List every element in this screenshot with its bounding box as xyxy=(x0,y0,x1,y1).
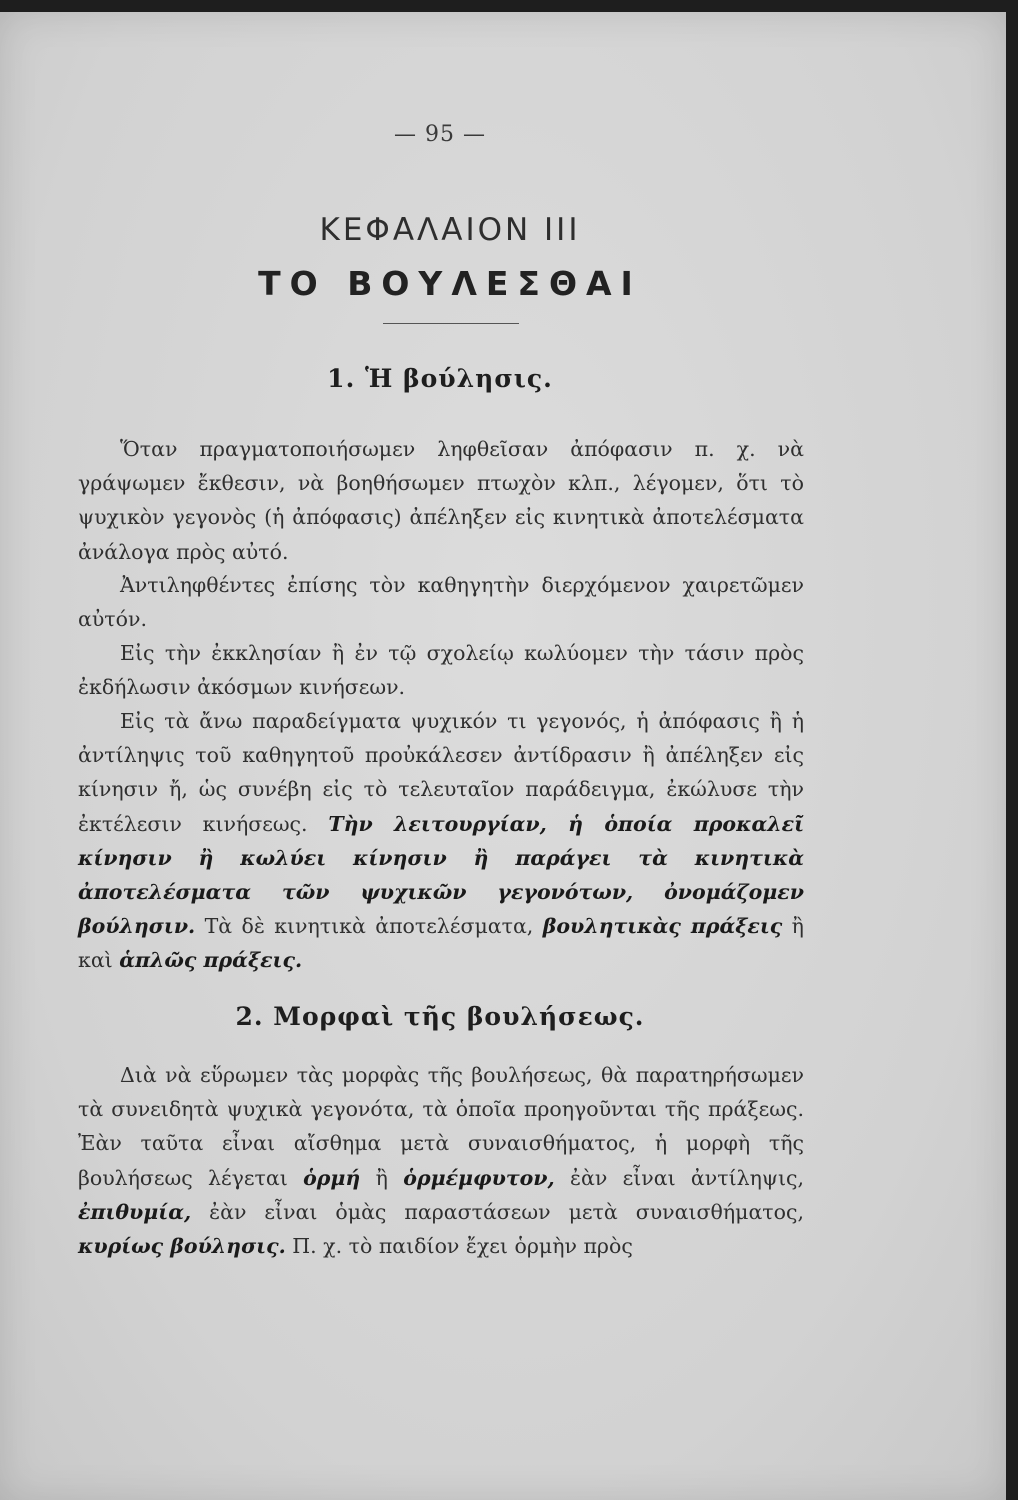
paragraph-5-text-e: ἐὰν εἶναι ἀντίληψις, xyxy=(569,1165,804,1190)
paragraph-4-text-e: ἢ καὶ xyxy=(78,914,804,973)
term-volitional-acts: βουλητικὰς πράξεις xyxy=(542,914,783,939)
paragraph-4-text-c: Τὰ δὲ κινητικὰ ἀποτελέσματα, xyxy=(204,914,534,939)
definition-volition: Τὴν λειτουργίαν, ἡ ὁποία προκαλεῖ κίνησιν ἢ κωλύει κίνησιν ἢ παράγει τὰ κινητικὰ ἀποτελέσματα τῶν ψυχικῶν γεγονότων, ὀνομάζομεν βούλησιν. xyxy=(78,811,804,939)
section-heading-2: 2. Μορφαὶ τῆς βουλήσεως. xyxy=(235,1002,645,1031)
paragraph-2-text: Ἀντιληφθέντες ἐπίσης τὸν καθηγητὴν διερχόμενον χαιρετῶμεν αὐτόν. xyxy=(78,573,804,632)
term-desire: ἐπιθυμία, xyxy=(78,1199,192,1224)
page-number: — 95 — xyxy=(394,122,486,147)
chapter-title: ΤΟ ΒΟΥΛΕΣΘΑΙ xyxy=(258,264,642,303)
paragraph-5-text-i: Π. χ. τὸ παιδίον ἔχει ὁρμὴν πρὸς xyxy=(292,1234,633,1259)
paragraph-3 xyxy=(78,636,804,704)
paragraph-5-text-a: Διὰ νὰ εὕρωμεν τὰς μορφὰς τῆς βουλήσεως, θὰ παρατηρήσωμεν τὰ συνειδητὰ ψυχικὰ γεγονότα, τὰ ὁποῖα προηγοῦνται τῆς πράξεως. Ἐὰν ταῦτα εἶναι αἴσθημα μετὰ συναισθήματος, ἡ μορφὴ τῆς βουλήσεως λέγεται xyxy=(78,1063,804,1190)
paragraph-2 xyxy=(78,568,804,636)
term-simple-acts: ἁπλῶς πράξεις. xyxy=(119,948,303,973)
paragraph-5-text-g: ἐὰν εἶναι ὁμὰς παραστάσεων μετὰ συναισθήματος, xyxy=(209,1199,804,1224)
paragraph-4-text-a: Εἰς τὰ ἄνω παραδείγματα ψυχικόν τι γεγονός, ἡ ἀπόφασις ἢ ἡ ἀντίληψις τοῦ καθηγητοῦ προὐκάλεσεν ἀντίδρασιν ἢ ἀπέληξεν εἰς κίνησιν ἤ, ὡς συνέβη εἰς τὸ τελευταῖον παράδειγμα, ἐκώλυσε τὴν ἐκτέλεσιν κινήσεως. xyxy=(78,709,804,836)
paragraph-1 xyxy=(78,432,804,569)
paragraph-4 xyxy=(78,704,804,978)
term-impulse: ὁρμή xyxy=(303,1165,361,1190)
paragraph-3-text: Εἰς τὴν ἐκκλησίαν ἢ ἐν τῷ σχολείῳ κωλύομεν τὴν τάσιν πρὸς ἐκδήλωσιν ἀκόσμων κινήσεων. xyxy=(78,641,804,700)
book-page xyxy=(0,12,1006,1500)
term-instinct: ὁρμέμφυτον, xyxy=(403,1165,555,1190)
term-will-proper: κυρίως βούλησις. xyxy=(78,1234,286,1259)
paragraph-1-text: Ὅταν πραγματοποιήσωμεν ληφθεῖσαν ἀπόφασιν π. χ. νὰ γράψωμεν ἔκθεσιν, νὰ βοηθήσωμεν πτωχὸν κλπ., λέγομεν, ὅτι τὸ ψυχικὸν γεγονὸς (ἡ ἀπόφασις) ἀπέληξεν εἰς κινητικὰ ἀποτελέσματα ἀνάλογα πρὸς αὐτό. xyxy=(78,437,804,564)
paragraph-5 xyxy=(78,1058,804,1263)
section-heading-1: 1. Ἡ βούλησις. xyxy=(327,364,553,393)
chapter-label: ΚΕΦΑΛΑΙΟΝ III xyxy=(319,212,581,248)
paragraph-5-text-c: ἢ xyxy=(375,1165,388,1190)
title-divider xyxy=(383,323,519,324)
